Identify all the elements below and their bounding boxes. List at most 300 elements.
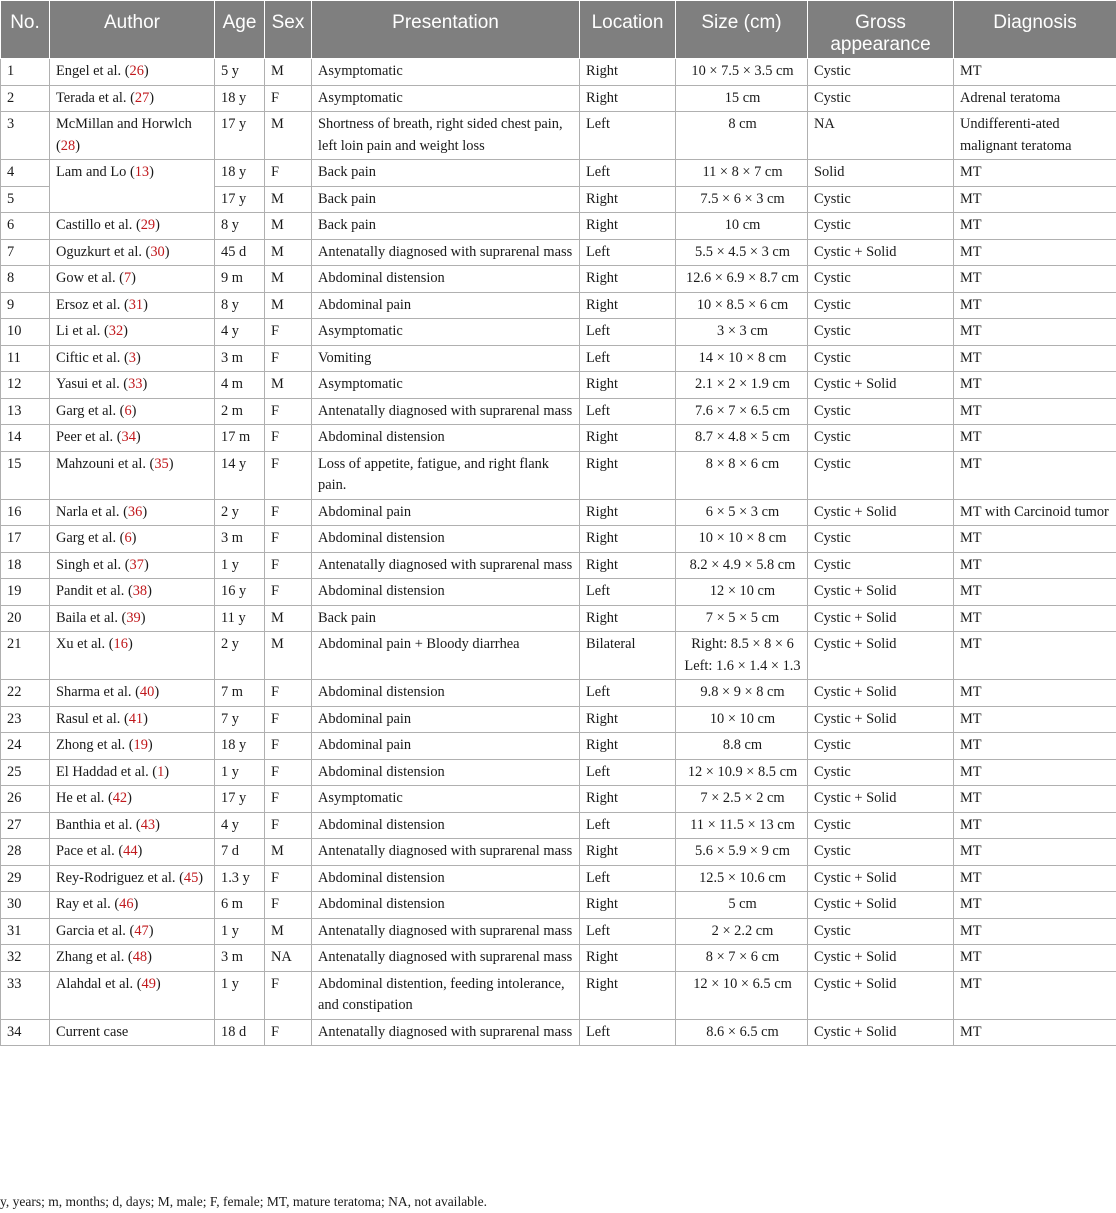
cell-diagnosis: MT [954,759,1116,786]
cell-diagnosis: MT [954,552,1116,579]
author-name: Li et al. [56,323,101,339]
cell-size: 8 cm [676,112,808,160]
cell-sex: F [265,85,312,112]
cell-gross-appearance: Cystic + Solid [808,579,954,606]
cell-presentation: Back pain [312,186,580,213]
cell-no: 10 [1,319,50,346]
author-name: Current case [56,1023,129,1040]
cell-presentation: Abdominal distension [312,812,580,839]
cell-author: Engel et al. (26) [50,59,215,86]
cell-size: 7 × 5 × 5 cm [676,605,808,632]
cell-age: 8 y [215,213,265,240]
reference-link[interactable]: 44 [123,843,138,859]
cell-author: Ersoz et al. (31) [50,292,215,319]
reference-link[interactable]: 16 [113,636,128,652]
cell-size: 11 × 8 × 7 cm [676,160,808,187]
cell-sex: M [265,292,312,319]
cell-no: 19 [1,579,50,606]
author-name: Peer et al. [56,429,114,445]
cell-gross-appearance: Cystic [808,85,954,112]
cell-gross-appearance: Cystic + Solid [808,945,954,972]
cell-diagnosis: MT [954,918,1116,945]
header-size: Size (cm) [676,1,808,59]
cell-author: Ciftic et al. (3) [50,345,215,372]
reference-link[interactable]: 36 [127,503,143,520]
cell-age: 3 m [215,945,265,972]
cell-location: Right [580,292,676,319]
cell-gross-appearance: Cystic [808,292,954,319]
reference-link[interactable]: 28 [60,137,76,154]
cell-gross-appearance: Cystic + Solid [808,1019,954,1046]
cell-sex: F [265,786,312,813]
author-name: Gow et al. [56,270,116,286]
cell-location: Left [580,579,676,606]
cell-presentation: Antenatally diagnosed with suprarenal mass [312,945,580,972]
cell-diagnosis: MT [954,812,1116,839]
cell-author: McMillan and Horwlch (28) [50,112,215,160]
reference-link[interactable]: 6 [124,402,132,419]
size-right: Right: 8.5 × 8 × 6 [691,636,794,652]
cell-presentation: Loss of appetite, fatigue, and right flank pain. [312,451,580,499]
reference-link[interactable]: 41 [128,710,144,727]
table-row [1,425,1116,452]
cell-author: Xu et al. (16) [50,632,215,680]
cell-author: Lam and Lo (13) [50,160,215,213]
cell-author: Narla et al. (36) [50,499,215,526]
cell-no: 4 [1,160,50,187]
table-row [1,839,1116,866]
table-row [1,213,1116,240]
cell-sex: F [265,451,312,499]
cell-diagnosis: MT [954,372,1116,399]
cell-presentation: Abdominal pain [312,292,580,319]
cell-location: Left [580,812,676,839]
cell-sex: M [265,372,312,399]
reference-link[interactable]: 3 [128,349,136,366]
cell-age: 18 d [215,1019,265,1046]
reference-link[interactable]: 33 [128,376,143,392]
cell-location: Right [580,451,676,499]
cell-author: Mahzouni et al. (35) [50,451,215,499]
cell-author: Yasui et al. (33) [50,372,215,399]
cell-location: Right [580,499,676,526]
cell-no: 18 [1,552,50,579]
cell-presentation: Asymptomatic [312,59,580,86]
header-diagnosis: Diagnosis [954,1,1116,59]
cell-sex: M [265,59,312,86]
author-name: Zhang et al. [56,949,125,965]
cell-presentation: Abdominal pain + Bloody diarrhea [312,632,580,680]
cell-location: Right [580,266,676,293]
author-name: Baila et al. [56,609,118,626]
cell-no: 1 [1,59,50,86]
cell-age: 16 y [215,579,265,606]
reference-link[interactable]: 1 [157,763,165,780]
cell-gross-appearance: Cystic [808,186,954,213]
table-row [1,812,1116,839]
cell-presentation: Antenatally diagnosed with suprarenal mass [312,239,580,266]
cell-diagnosis: MT [954,971,1116,1019]
table-footnote: y, years; m, months; d, days; M, male; F, female; MT, mature teratoma; NA, not available. [0,1194,488,1209]
cell-sex: NA [265,945,312,972]
table-row [1,372,1116,399]
cell-age: 3 m [215,345,265,372]
cell-age: 1 y [215,971,265,1019]
cell-diagnosis: MT [954,345,1116,372]
author-name: Sharma et al. [56,684,132,700]
header-author: Author [50,1,215,59]
size-left: Left: 1.6 × 1.4 × 1.3 [684,657,801,674]
cell-size: 3 × 3 cm [676,319,808,346]
reference-link[interactable]: 46 [119,896,134,912]
cell-location: Bilateral [580,632,676,680]
cell-sex: F [265,398,312,425]
table-row [1,85,1116,112]
cell-gross-appearance: Cystic [808,812,954,839]
cell-no: 27 [1,812,50,839]
cell-no: 33 [1,971,50,1019]
cell-location: Left [580,680,676,707]
cell-size: 7.6 × 7 × 6.5 cm [676,398,808,425]
author-name: Alahdal et al. [56,975,134,992]
cell-no: 34 [1,1019,50,1046]
cell-sex: F [265,526,312,553]
cell-presentation: Abdominal distention, feeding intolerance, and constipation [312,971,580,1019]
cell-age: 1 y [215,552,265,579]
table-row [1,918,1116,945]
cell-diagnosis: MT [954,892,1116,919]
cell-size: 15 cm [676,85,808,112]
cell-sex: F [265,865,312,892]
cell-gross-appearance: Cystic + Solid [808,499,954,526]
author-name: Castillo et al. [56,217,133,233]
reference-link[interactable]: 38 [132,583,148,599]
cell-no: 9 [1,292,50,319]
reference-link[interactable]: 13 [134,164,150,180]
cell-gross-appearance: NA [808,112,954,160]
cell-no: 2 [1,85,50,112]
reference-link[interactable]: 42 [112,790,128,806]
cell-no: 32 [1,945,50,972]
cell-gross-appearance: Cystic [808,552,954,579]
cell-age: 11 y [215,605,265,632]
author-name: Rey-Rodriguez et al. [56,869,176,886]
cell-sex: F [265,971,312,1019]
cell-diagnosis: MT [954,733,1116,760]
table-row [1,59,1116,86]
cell-author: Zhong et al. (19) [50,733,215,760]
table-row [1,971,1116,1019]
cell-diagnosis: MT [954,451,1116,499]
cell-size: 10 × 8.5 × 6 cm [676,292,808,319]
table-row [1,292,1116,319]
author-name: Zhong et al. [56,737,126,753]
cell-author [50,1019,215,1046]
cell-no: 29 [1,865,50,892]
author-name: He et al. [56,790,105,806]
cell-author: Garg et al. (6) [50,526,215,553]
cell-gross-appearance: Cystic [808,398,954,425]
cell-age: 18 y [215,733,265,760]
author-name: Pace et al. [56,843,115,859]
table-row [1,706,1116,733]
cell-diagnosis: MT [954,706,1116,733]
cell-author: Banthia et al. (43) [50,812,215,839]
cell-no: 20 [1,605,50,632]
cell-presentation: Back pain [312,160,580,187]
reference-link[interactable]: 31 [128,296,144,313]
header-sex: Sex [265,1,312,59]
reference-link[interactable]: 35 [154,455,169,472]
cell-diagnosis: MT [954,59,1116,86]
cell-gross-appearance: Cystic + Solid [808,372,954,399]
cell-presentation: Abdominal distension [312,579,580,606]
cell-author: Garcia et al. (47) [50,918,215,945]
reference-link[interactable]: 19 [133,737,148,753]
cell-presentation: Antenatally diagnosed with suprarenal mass [312,839,580,866]
reference-link[interactable]: 48 [132,949,148,965]
cell-diagnosis: MT [954,213,1116,240]
reference-link[interactable]: 32 [108,323,124,339]
cell-size: 2.1 × 2 × 1.9 cm [676,372,808,399]
cell-size [676,632,808,680]
cell-location: Right [580,59,676,86]
cell-size: 10 cm [676,213,808,240]
cell-size: 8.6 × 6.5 cm [676,1019,808,1046]
cell-no: 3 [1,112,50,160]
cell-presentation: Abdominal distension [312,266,580,293]
cell-location: Right [580,213,676,240]
cell-presentation: Asymptomatic [312,372,580,399]
cell-sex: F [265,733,312,760]
cell-diagnosis: Adrenal teratoma [954,85,1116,112]
cell-presentation: Asymptomatic [312,85,580,112]
cell-size: 9.8 × 9 × 8 cm [676,680,808,707]
cell-author: Alahdal et al. (49) [50,971,215,1019]
author-name: Mahzouni et al. [56,455,146,472]
cell-location: Right [580,85,676,112]
cell-author: El Haddad et al. (1) [50,759,215,786]
reference-link[interactable]: 37 [129,556,144,573]
cell-gross-appearance: Cystic [808,839,954,866]
cell-size: 7 × 2.5 × 2 cm [676,786,808,813]
cell-no: 13 [1,398,50,425]
table-row [1,786,1116,813]
cell-diagnosis: MT [954,526,1116,553]
cell-gross-appearance: Cystic [808,733,954,760]
cell-location: Right [580,706,676,733]
cell-size: 8 × 8 × 6 cm [676,451,808,499]
cell-gross-appearance: Cystic [808,345,954,372]
reference-link[interactable]: 7 [123,270,132,286]
cell-size: 10 × 7.5 × 3.5 cm [676,59,808,86]
cell-age: 3 m [215,526,265,553]
table-row [1,239,1116,266]
table-row [1,579,1116,606]
author-name: Yasui et al. [56,376,120,392]
table-row [1,892,1116,919]
cell-location: Right [580,372,676,399]
cell-sex: M [265,632,312,680]
cell-no: 25 [1,759,50,786]
cell-gross-appearance: Cystic + Solid [808,892,954,919]
cell-author: He et al. (42) [50,786,215,813]
cell-diagnosis: MT [954,1019,1116,1046]
cell-sex: F [265,680,312,707]
cell-sex: F [265,759,312,786]
cell-age: 45 d [215,239,265,266]
author-name: Rasul et al. [56,710,121,727]
reference-link[interactable]: 34 [121,429,136,445]
cell-gross-appearance: Cystic [808,59,954,86]
cell-presentation: Abdominal distension [312,526,580,553]
cell-location: Right [580,892,676,919]
author-name: McMillan and Horwlch [56,116,192,132]
cell-gross-appearance: Cystic + Solid [808,706,954,733]
cell-no: 7 [1,239,50,266]
reference-link[interactable]: 30 [150,243,165,260]
table-row [1,398,1116,425]
cell-size: 14 × 10 × 8 cm [676,345,808,372]
reference-link[interactable]: 49 [141,975,156,992]
cell-author: Peer et al. (34) [50,425,215,452]
cell-sex: M [265,605,312,632]
reference-link[interactable]: 40 [139,684,155,700]
author-name: Banthia et al. [56,816,133,833]
author-name: El Haddad et al. [56,763,149,780]
cell-size: 5.6 × 5.9 × 9 cm [676,839,808,866]
cell-location: Left [580,865,676,892]
cell-location: Right [580,552,676,579]
cell-location: Left [580,239,676,266]
reference-link[interactable]: 47 [134,922,149,939]
author-name: Ray et al. [56,896,111,912]
cell-size: 12 × 10 cm [676,579,808,606]
cell-sex: F [265,552,312,579]
cell-gross-appearance: Cystic [808,759,954,786]
cell-presentation: Vomiting [312,345,580,372]
cell-presentation: Shortness of breath, right sided chest pain, left loin pain and weight loss [312,112,580,160]
cell-presentation: Abdominal pain [312,499,580,526]
reference-link[interactable]: 6 [124,530,132,546]
cell-no: 23 [1,706,50,733]
cell-diagnosis: MT [954,425,1116,452]
cell-no: 17 [1,526,50,553]
cell-location: Right [580,945,676,972]
cell-sex: M [265,239,312,266]
cell-no: 24 [1,733,50,760]
cell-location: Right [580,971,676,1019]
reference-link[interactable]: 39 [126,609,141,626]
cell-sex: M [265,266,312,293]
cell-size: 12 × 10.9 × 8.5 cm [676,759,808,786]
cell-gross-appearance: Cystic + Solid [808,239,954,266]
cell-size: 8 × 7 × 6 cm [676,945,808,972]
cell-location: Left [580,398,676,425]
cell-no: 15 [1,451,50,499]
reference-link[interactable]: 43 [140,816,156,833]
reference-link[interactable]: 45 [183,869,199,886]
author-name: Lam and Lo [56,164,127,180]
table-row [1,1019,1116,1046]
cell-presentation: Back pain [312,213,580,240]
cell-presentation: Abdominal distension [312,865,580,892]
cell-author: Terada et al. (27) [50,85,215,112]
cell-diagnosis: MT [954,579,1116,606]
reference-link[interactable]: 27 [134,89,150,106]
reference-link[interactable]: 26 [129,63,144,79]
table-row [1,759,1116,786]
cell-age: 7 m [215,680,265,707]
cell-age: 17 m [215,425,265,452]
cell-diagnosis: MT [954,839,1116,866]
cell-diagnosis: Undifferenti-ated malignant teratoma [954,112,1116,160]
table-row [1,451,1116,499]
table-row [1,552,1116,579]
cell-size: 10 × 10 × 8 cm [676,526,808,553]
cell-diagnosis: MT [954,186,1116,213]
cell-gross-appearance: Cystic [808,213,954,240]
cell-sex: F [265,706,312,733]
cell-no: 5 [1,186,50,213]
cell-diagnosis: MT [954,680,1116,707]
cell-author: Ray et al. (46) [50,892,215,919]
cell-sex: F [265,812,312,839]
cell-diagnosis: MT [954,319,1116,346]
cell-size: 8.2 × 4.9 × 5.8 cm [676,552,808,579]
table-row [1,632,1116,680]
cell-author: Zhang et al. (48) [50,945,215,972]
cell-diagnosis: MT [954,632,1116,680]
cell-gross-appearance: Cystic [808,918,954,945]
author-name: Engel et al. [56,63,122,79]
cell-author: Castillo et al. (29) [50,213,215,240]
cell-age: 14 y [215,451,265,499]
cell-author: Gow et al. (7) [50,266,215,293]
cell-diagnosis: MT [954,239,1116,266]
cell-presentation: Abdominal distension [312,759,580,786]
cell-diagnosis: MT [954,865,1116,892]
cell-gross-appearance: Cystic + Solid [808,605,954,632]
table-row [1,160,1116,187]
cell-gross-appearance: Cystic + Solid [808,865,954,892]
cell-sex: F [265,319,312,346]
cell-author: Pandit et al. (38) [50,579,215,606]
cell-gross-appearance: Cystic [808,451,954,499]
table-row [1,733,1116,760]
cell-location: Right [580,839,676,866]
author-name: Ersoz et al. [56,296,121,313]
cell-author: Oguzkurt et al. (30) [50,239,215,266]
cell-location: Left [580,112,676,160]
cell-diagnosis: MT [954,292,1116,319]
author-name: Garg et al. [56,530,117,546]
cell-age: 4 y [215,812,265,839]
cell-size: 8.7 × 4.8 × 5 cm [676,425,808,452]
table-body [1,59,1116,1046]
cell-author: Sharma et al. (40) [50,680,215,707]
author-name: Garcia et al. [56,922,126,939]
cell-diagnosis: MT [954,605,1116,632]
cell-no: 30 [1,892,50,919]
cell-gross-appearance: Solid [808,160,954,187]
cell-size: 7.5 × 6 × 3 cm [676,186,808,213]
reference-link[interactable]: 29 [140,217,156,233]
cell-age: 1 y [215,918,265,945]
cell-no: 16 [1,499,50,526]
author-name: Oguzkurt et al. [56,243,142,260]
cell-presentation: Antenatally diagnosed with suprarenal mass [312,1019,580,1046]
